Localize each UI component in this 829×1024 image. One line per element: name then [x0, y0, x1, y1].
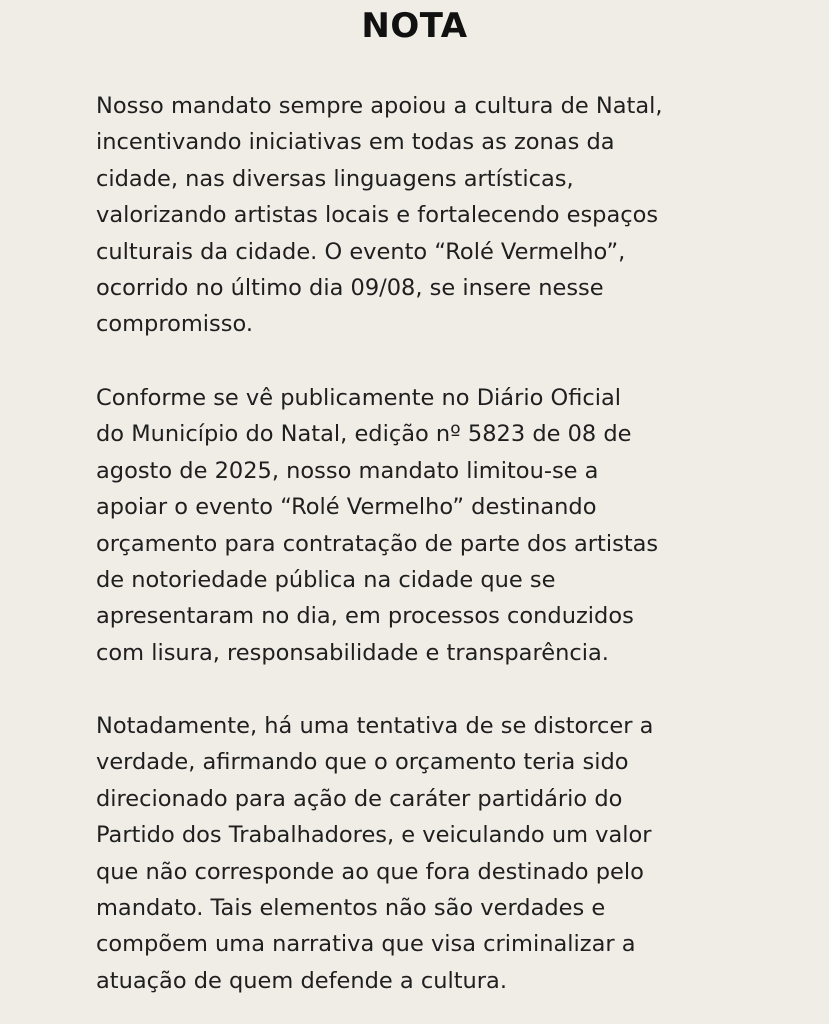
paragraph-support-culture	[96, 88, 736, 343]
paragraph-line: cidade, nas diversas linguagens artísticas,	[96, 165, 574, 192]
paragraph-line: ocorrido no último dia 09/08, se insere nesse	[96, 275, 604, 302]
paragraph-line: do Município do Natal, edição nº 5823 de 08 de	[96, 421, 632, 448]
paragraph-line: de notoriedade pública na cidade que se	[96, 567, 556, 594]
paragraph-line: valorizando artistas locais e fortalecendo espaços	[96, 202, 659, 229]
paragraph-line: Partido dos Trabalhadores, e veiculando um valor	[96, 822, 652, 849]
paragraph-line: compromisso.	[96, 311, 253, 338]
paragraph-line: Conforme se vê publicamente no Diário Oficial	[96, 385, 622, 411]
paragraph-line: mandato. Tais elementos não são verdades e	[96, 895, 606, 922]
paragraph-line: que não corresponde ao que fora destinado pelo	[96, 858, 644, 885]
paragraph-line: Notadamente, há uma tentativa de se distorcer a	[96, 713, 654, 739]
paragraph-line: compõem uma narrativa que visa criminalizar a	[96, 931, 636, 958]
paragraph-line: direcionado para ação de caráter partidário do	[96, 785, 623, 812]
paragraph-official-gazette	[96, 380, 736, 671]
paragraph-line: verdade, afirmando que o orçamento teria sido	[96, 749, 629, 776]
page-title: NOTA	[361, 6, 468, 46]
paragraph-line: apoiar o evento “Rolé Vermelho” destinando	[96, 494, 597, 521]
paragraph-line: agosto de 2025, nosso mandato limitou-se a	[96, 457, 599, 484]
paragraph-distortion-claim	[96, 708, 736, 999]
paragraph-line: orçamento para contratação de parte dos artistas	[96, 530, 659, 557]
paragraph-line: com lisura, responsabilidade e transparência.	[96, 639, 609, 666]
paragraph-line: apresentaram no dia, em processos conduzidos	[96, 603, 634, 630]
paragraph-line: Nosso mandato sempre apoiou a cultura de Natal,	[96, 93, 663, 119]
paragraph-line: atuação de quem defende a cultura.	[96, 967, 507, 994]
paragraph-line: incentivando iniciativas em todas as zonas da	[96, 129, 615, 156]
paragraph-line: culturais da cidade. O evento “Rolé Vermelho”,	[96, 238, 626, 265]
